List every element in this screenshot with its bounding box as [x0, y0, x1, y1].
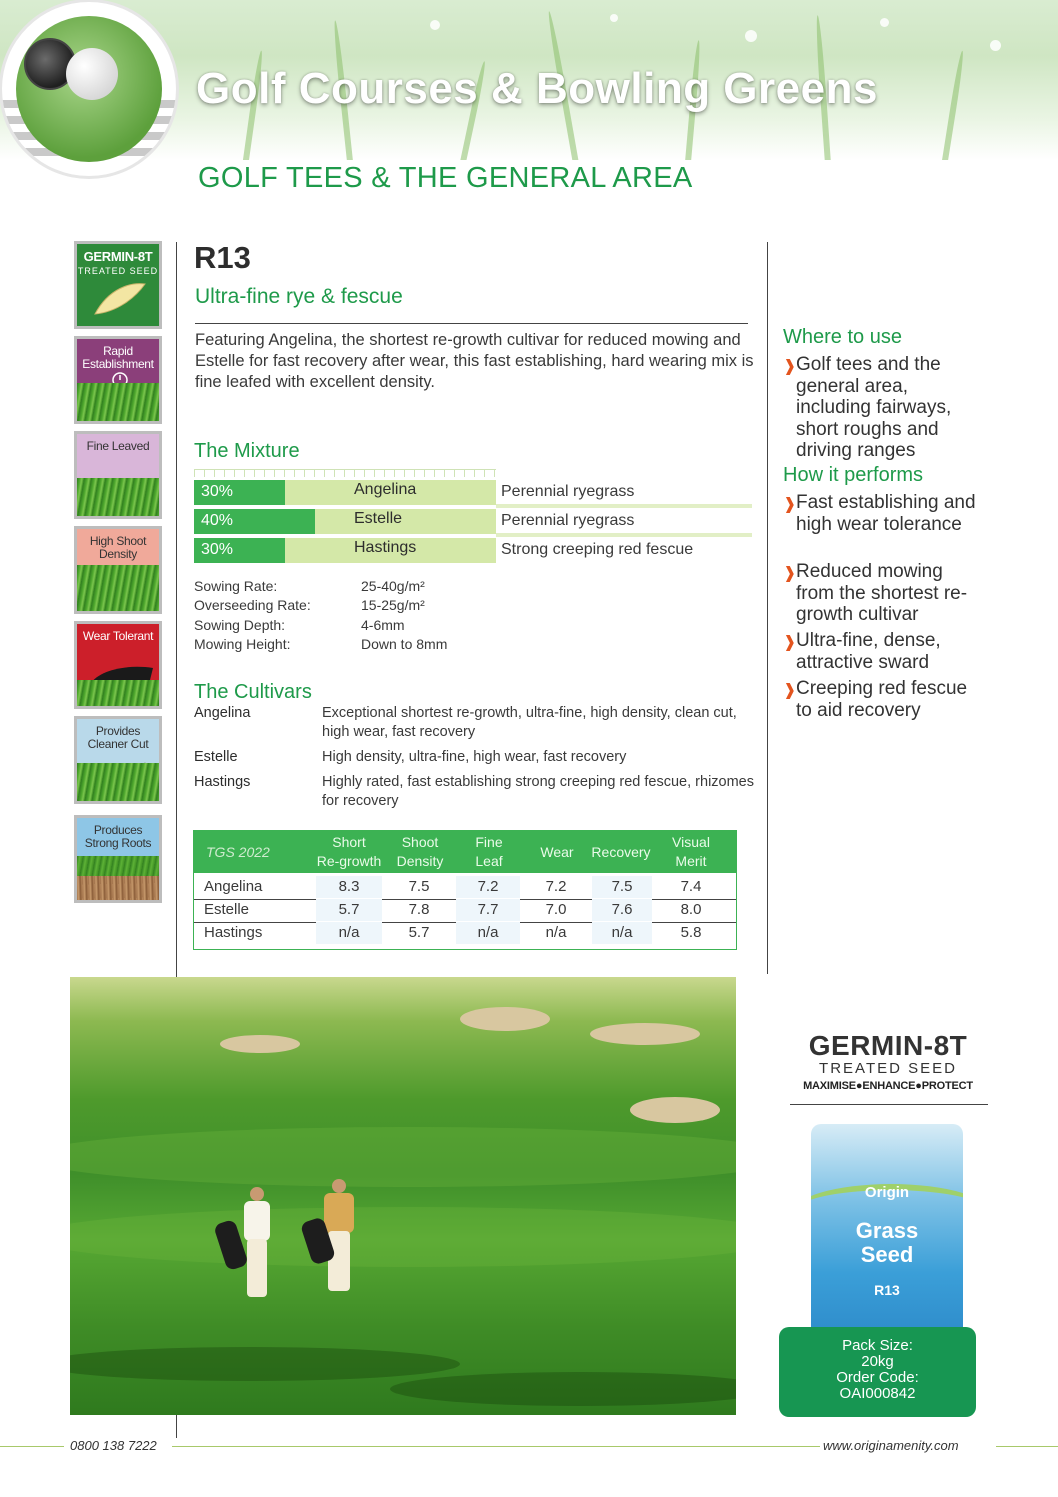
- table-cell: 5.7: [408, 924, 430, 941]
- spec-label: Overseeding Rate:: [194, 597, 311, 613]
- golfer-figure: [302, 1179, 382, 1299]
- arrow-bullet-icon: ❱: [783, 682, 797, 699]
- mixture-species: Perennial ryegrass: [501, 512, 635, 529]
- spec-label: Sowing Depth:: [194, 617, 286, 633]
- cultivar-item: [194, 773, 754, 813]
- mixture-percent: 30%: [201, 541, 234, 558]
- list-item: [783, 678, 983, 744]
- fairway-stripe: [70, 1127, 736, 1187]
- overseeding-rate: [194, 597, 594, 617]
- order-code-value: OAI000842: [839, 1385, 916, 1402]
- table-cell: 5.7: [316, 899, 382, 921]
- badge-label: High Shoot Density: [89, 534, 147, 561]
- trial-table-header: [194, 831, 736, 873]
- badge-grass: [77, 856, 159, 876]
- cultivar-description: Highly rated, fast establishing strong creeping red fescue, rhizomes for recovery: [322, 774, 754, 809]
- spec-value: Down to 8mm: [361, 636, 448, 652]
- cultivars-heading: The Cultivars: [194, 681, 312, 703]
- mixture-underline: [496, 533, 752, 537]
- cultivar-item: [194, 704, 754, 744]
- germin-logo: GERMIN-8T: [808, 1030, 968, 1061]
- badge-label: GERMIN-8T: [83, 249, 153, 264]
- footer-phone: 0800 138 7222: [70, 1438, 157, 1453]
- dew-drop: [990, 40, 1001, 51]
- badge-grass: [77, 478, 159, 516]
- dew-drop: [430, 20, 440, 30]
- column-header: [386, 831, 454, 873]
- column-header-line: Visual: [672, 834, 710, 850]
- badge-label: Rapid Establishment: [82, 344, 154, 371]
- cultivar-description: Exceptional shortest re-growth, ultra-fine, high density, clean cut, high wear, fast recovery: [322, 705, 737, 740]
- mixture-percent: 40%: [201, 512, 234, 529]
- table-cell: 7.8: [408, 901, 430, 918]
- table-cell: 8.0: [680, 901, 702, 918]
- badge-rapid-establishment: [74, 336, 162, 424]
- table-cell: 7.0: [545, 901, 567, 918]
- list-item-text: Reduced mowing from the shortest re-growth cultivar: [796, 561, 968, 625]
- golfer-head: [250, 1187, 264, 1201]
- badge-sublabel: TREATED SEED: [77, 266, 159, 276]
- row-name: Hastings: [204, 924, 263, 941]
- mixture-row: [194, 480, 754, 505]
- golfer-torso: [244, 1201, 270, 1241]
- column-divider: [767, 242, 768, 974]
- mixture-cultivar: Estelle: [354, 510, 403, 527]
- table-cell: n/a: [592, 922, 652, 944]
- trial-table: [193, 830, 737, 950]
- mixture-heading: The Mixture: [194, 440, 300, 462]
- column-header-line: Short: [332, 834, 366, 850]
- bag-brand: Origin: [864, 1184, 910, 1201]
- column-header: [456, 831, 522, 873]
- mixture-scale: [194, 469, 496, 477]
- bag-title: Grass: [855, 1218, 919, 1243]
- dew-drop: [745, 30, 757, 42]
- badge-provides-cleaner-cut: [74, 716, 162, 804]
- table-row: [194, 899, 736, 922]
- how-it-performs-heading: How it performs: [783, 464, 924, 486]
- grass-blade: [941, 50, 966, 160]
- footer-rule: [996, 1446, 1058, 1447]
- arrow-bullet-icon: ❱: [783, 565, 797, 582]
- footer-rule: [0, 1446, 64, 1447]
- badge-produces-strong-roots: [74, 815, 162, 903]
- dew-drop: [880, 18, 889, 27]
- cultivar-name: Angelina: [194, 705, 251, 721]
- golfer-legs: [247, 1239, 267, 1297]
- table-cell: 7.6: [592, 899, 652, 921]
- mowing-height: [194, 636, 594, 656]
- row-name: Estelle: [204, 901, 250, 918]
- footer-website: www.originamenity.com: [823, 1438, 959, 1453]
- table-cell: 7.2: [545, 878, 567, 895]
- row-name: Angelina: [204, 878, 263, 895]
- spec-value: 15-25g/m²: [361, 597, 425, 613]
- table-cell: 8.3: [316, 876, 382, 898]
- arrow-bullet-icon: ❱: [783, 634, 797, 651]
- list-item: [783, 561, 983, 627]
- bunker: [220, 1035, 300, 1053]
- spec-label: Mowing Height:: [194, 636, 291, 652]
- bag-title: Seed: [860, 1242, 914, 1267]
- mixture-cultivar: Hastings: [354, 539, 417, 556]
- badge-germin-8t: [74, 241, 162, 329]
- list-item-text: Ultra-fine, dense, attractive sward: [796, 630, 941, 673]
- golfer-torso: [324, 1193, 354, 1233]
- trial-name: TGS 2022: [206, 843, 270, 860]
- column-header-line: Fine: [475, 834, 503, 850]
- column-header: [314, 831, 384, 873]
- roots-icon: [77, 876, 159, 903]
- golfer-legs: [328, 1231, 350, 1291]
- cultivar-name: Estelle: [194, 749, 238, 765]
- germin-seed-icon: [91, 278, 147, 318]
- list-item: [783, 630, 983, 674]
- divider: [195, 323, 748, 324]
- badge-fine-leaved: [74, 431, 162, 519]
- column-header-line: Wear: [540, 843, 574, 860]
- golfer-head: [332, 1179, 346, 1193]
- badge-label: Wear Tolerant: [82, 629, 154, 643]
- dense-grass-icon: [77, 565, 159, 611]
- mixture-species: Strong creeping red fescue: [501, 541, 694, 558]
- seed-bag-image: [811, 1124, 963, 1336]
- table-cell: 5.8: [680, 924, 702, 941]
- mixture-underline: [496, 504, 752, 508]
- where-to-use-heading: Where to use: [783, 326, 902, 348]
- column-header-line: Leaf: [475, 853, 503, 869]
- column-header: [590, 831, 652, 873]
- table-cell: 7.5: [408, 878, 430, 895]
- fairway-stripe: [70, 1207, 736, 1267]
- germin-logo-subtitle: TREATED SEED: [819, 1060, 957, 1077]
- mixture-row: [194, 538, 754, 563]
- table-cell: n/a: [316, 922, 382, 944]
- dew-drop: [610, 14, 618, 22]
- tree-shadow: [70, 1347, 460, 1381]
- table-cell: n/a: [456, 922, 520, 944]
- bunker: [630, 1097, 720, 1123]
- pack-info-box: [779, 1327, 976, 1417]
- mixture-row: [194, 509, 754, 534]
- arrow-bullet-icon: ❱: [783, 358, 797, 375]
- table-row: [194, 922, 736, 945]
- order-code-label: Order Code:: [836, 1369, 919, 1386]
- category-logo: [2, 2, 176, 176]
- table-cell: 7.7: [456, 899, 520, 921]
- column-header: [656, 831, 726, 873]
- list-item-text: Golf tees and the general area, including fairways, short roughs and driving ranges: [796, 354, 952, 461]
- column-header-line: Density: [396, 853, 444, 869]
- sowing-depth: [194, 617, 594, 637]
- list-item: [783, 354, 983, 462]
- table-cell: 7.2: [456, 876, 520, 898]
- section-title: GOLF TEES & THE GENERAL AREA: [198, 162, 693, 194]
- table-cell: 7.4: [680, 878, 702, 895]
- cultivar-name: Hastings: [194, 774, 251, 790]
- badge-wear-tolerant: [74, 621, 162, 709]
- table-cell: 7.5: [592, 876, 652, 898]
- pack-size-label: Pack Size:: [842, 1337, 913, 1354]
- arrow-bullet-icon: ❱: [783, 496, 797, 513]
- list-item-text: Creeping red fescue to aid recovery: [796, 678, 968, 721]
- badge-high-shoot-density: [74, 526, 162, 614]
- badge-label: Fine Leaved: [86, 439, 150, 453]
- badge-label: Produces Strong Roots: [84, 823, 152, 850]
- golf-course-photo: [70, 977, 736, 1415]
- list-item: [783, 492, 983, 558]
- badge-grass: [77, 383, 159, 421]
- badge-label: Provides Cleaner Cut: [87, 724, 149, 751]
- bag-product-code: R13: [874, 1282, 900, 1298]
- column-header-line: Merit: [675, 853, 707, 869]
- sowing-rate: [194, 578, 594, 598]
- table-cell: n/a: [545, 924, 567, 941]
- page-title: Golf Courses & Bowling Greens: [196, 64, 878, 113]
- bunker: [460, 1007, 550, 1031]
- golf-ball-icon: [66, 48, 118, 100]
- column-header-line: Recovery: [591, 843, 651, 860]
- bunker: [590, 1023, 700, 1045]
- table-row: [194, 876, 736, 899]
- mixture-species: Perennial ryegrass: [501, 483, 635, 500]
- column-header-line: Re-growth: [316, 853, 382, 869]
- badge-grass: [77, 680, 159, 706]
- mixture-percent: 30%: [201, 483, 234, 500]
- footer-rule: [172, 1446, 820, 1447]
- list-item-text: Fast establishing and high wear tolerance: [796, 492, 976, 535]
- product-code: R13: [194, 240, 251, 275]
- product-intro: Featuring Angelina, the shortest re-growth cultivar for reduced mowing and Estelle for fast recovery after wear, this fast establishing, hard wearing mix is fine leafed with excellent density.: [195, 331, 754, 391]
- cultivar-item: [194, 748, 754, 768]
- germin-tagline: MAXIMISE●ENHANCE●PROTECT: [803, 1080, 973, 1092]
- cultivar-description: High density, ultra-fine, high wear, fast recovery: [322, 749, 627, 765]
- spec-label: Sowing Rate:: [194, 578, 278, 594]
- golfer-figure: [220, 1187, 290, 1307]
- spec-value: 4-6mm: [361, 617, 405, 633]
- divider: [790, 1104, 988, 1105]
- spec-value: 25-40g/m²: [361, 578, 425, 594]
- product-subtitle: Ultra-fine rye & fescue: [195, 285, 403, 308]
- badge-grass: [77, 763, 159, 801]
- column-header-line: Shoot: [401, 834, 439, 850]
- tree-shadow: [390, 1372, 736, 1406]
- mixture-cultivar: Angelina: [354, 481, 417, 498]
- column-header: [524, 831, 590, 873]
- pack-size-value: 20kg: [861, 1353, 894, 1370]
